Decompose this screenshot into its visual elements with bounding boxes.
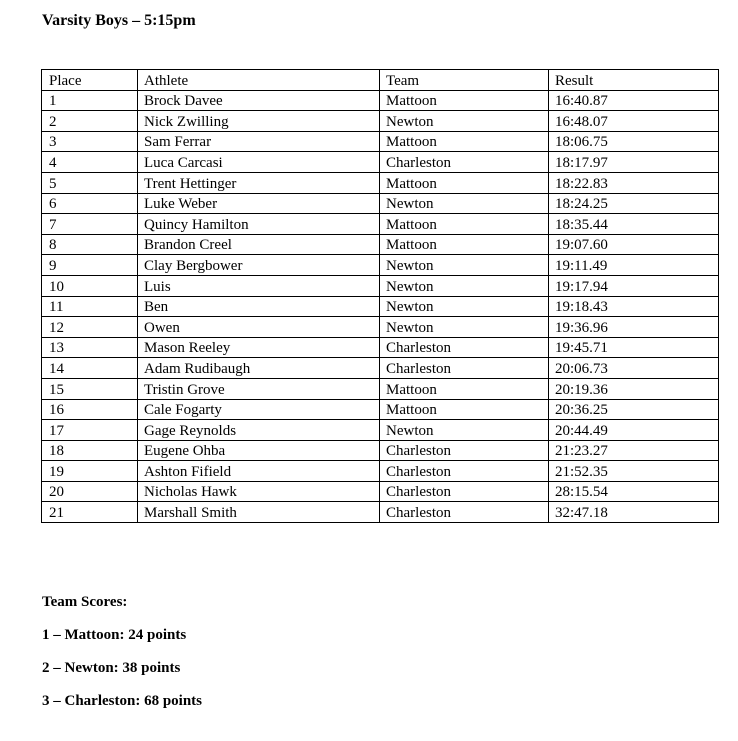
cell-result: 19:17.94 [549,275,719,296]
cell-result: 19:07.60 [549,234,719,255]
cell-athlete: Luke Weber [138,193,380,214]
cell-athlete: Gage Reynolds [138,420,380,441]
table-row [42,111,719,132]
cell-team: Charleston [380,440,549,461]
cell-place: 16 [42,399,138,420]
cell-athlete: Marshall Smith [138,502,380,523]
cell-athlete: Trent Hettinger [138,172,380,193]
cell-team: Mattoon [380,399,549,420]
table-row [42,358,719,379]
cell-result: 19:45.71 [549,337,719,358]
cell-place: 1 [42,90,138,111]
table-row [42,502,719,523]
cell-place: 13 [42,337,138,358]
cell-team: Newton [380,111,549,132]
team-score-line: 3 – Charleston: 68 points [42,693,203,709]
team-score-line: 1 – Mattoon: 24 points [42,627,187,643]
table-row [42,317,719,338]
header-result: Result [549,70,719,91]
cell-result: 18:22.83 [549,172,719,193]
cell-place: 2 [42,111,138,132]
cell-result: 18:24.25 [549,193,719,214]
cell-team: Mattoon [380,90,549,111]
cell-team: Charleston [380,358,549,379]
cell-result: 19:36.96 [549,317,719,338]
cell-team: Charleston [380,502,549,523]
table-row [42,481,719,502]
cell-athlete: Brandon Creel [138,234,380,255]
cell-place: 5 [42,172,138,193]
cell-place: 6 [42,193,138,214]
table-row [42,193,719,214]
table-row [42,214,719,235]
cell-place: 20 [42,481,138,502]
cell-athlete: Tristin Grove [138,378,380,399]
cell-place: 9 [42,255,138,276]
page-title: Varsity Boys – 5:15pm [42,12,196,29]
cell-athlete: Owen [138,317,380,338]
cell-result: 21:23.27 [549,440,719,461]
cell-result: 20:44.49 [549,420,719,441]
cell-team: Newton [380,296,549,317]
table-row [42,90,719,111]
cell-team: Mattoon [380,378,549,399]
cell-team: Charleston [380,481,549,502]
table-row [42,399,719,420]
cell-place: 12 [42,317,138,338]
cell-place: 7 [42,214,138,235]
cell-athlete: Sam Ferrar [138,131,380,152]
cell-place: 3 [42,131,138,152]
cell-athlete: Clay Bergbower [138,255,380,276]
cell-result: 20:36.25 [549,399,719,420]
table-row [42,296,719,317]
cell-result: 18:06.75 [549,131,719,152]
team-score-line: 2 – Newton: 38 points [42,660,181,676]
header-athlete: Athlete [138,70,380,91]
table-row [42,255,719,276]
cell-team: Charleston [380,337,549,358]
cell-team: Newton [380,255,549,276]
results-body [42,90,719,522]
cell-athlete: Adam Rudibaugh [138,358,380,379]
cell-place: 10 [42,275,138,296]
cell-place: 4 [42,152,138,173]
table-header-row [42,70,719,91]
table-row [42,275,719,296]
table-row [42,378,719,399]
table-row [42,152,719,173]
cell-result: 32:47.18 [549,502,719,523]
cell-team: Charleston [380,152,549,173]
cell-team: Mattoon [380,214,549,235]
cell-place: 14 [42,358,138,379]
cell-team: Newton [380,317,549,338]
cell-athlete: Mason Reeley [138,337,380,358]
table-row [42,461,719,482]
header-team: Team [380,70,549,91]
cell-result: 16:48.07 [549,111,719,132]
table-row [42,420,719,441]
cell-place: 19 [42,461,138,482]
table-row [42,440,719,461]
cell-athlete: Luca Carcasi [138,152,380,173]
cell-place: 11 [42,296,138,317]
cell-athlete: Nicholas Hawk [138,481,380,502]
cell-athlete: Ashton Fifield [138,461,380,482]
cell-athlete: Cale Fogarty [138,399,380,420]
cell-athlete: Brock Davee [138,90,380,111]
cell-place: 8 [42,234,138,255]
cell-athlete: Nick Zwilling [138,111,380,132]
header-place: Place [42,70,138,91]
cell-team: Mattoon [380,131,549,152]
table-row [42,337,719,358]
cell-result: 20:19.36 [549,378,719,399]
cell-team: Newton [380,420,549,441]
cell-team: Newton [380,193,549,214]
table-row [42,172,719,193]
cell-place: 18 [42,440,138,461]
table-row [42,234,719,255]
cell-result: 21:52.35 [549,461,719,482]
table-row [42,131,719,152]
cell-team: Mattoon [380,172,549,193]
cell-result: 20:06.73 [549,358,719,379]
cell-place: 21 [42,502,138,523]
cell-team: Newton [380,275,549,296]
cell-result: 19:11.49 [549,255,719,276]
cell-athlete: Luis [138,275,380,296]
cell-athlete: Ben [138,296,380,317]
cell-athlete: Eugene Ohba [138,440,380,461]
cell-team: Mattoon [380,234,549,255]
results-table [41,69,719,523]
cell-result: 18:35.44 [549,214,719,235]
cell-result: 18:17.97 [549,152,719,173]
cell-place: 17 [42,420,138,441]
cell-team: Charleston [380,461,549,482]
cell-place: 15 [42,378,138,399]
cell-result: 28:15.54 [549,481,719,502]
cell-result: 19:18.43 [549,296,719,317]
cell-result: 16:40.87 [549,90,719,111]
cell-athlete: Quincy Hamilton [138,214,380,235]
team-scores-heading: Team Scores: [42,594,128,610]
